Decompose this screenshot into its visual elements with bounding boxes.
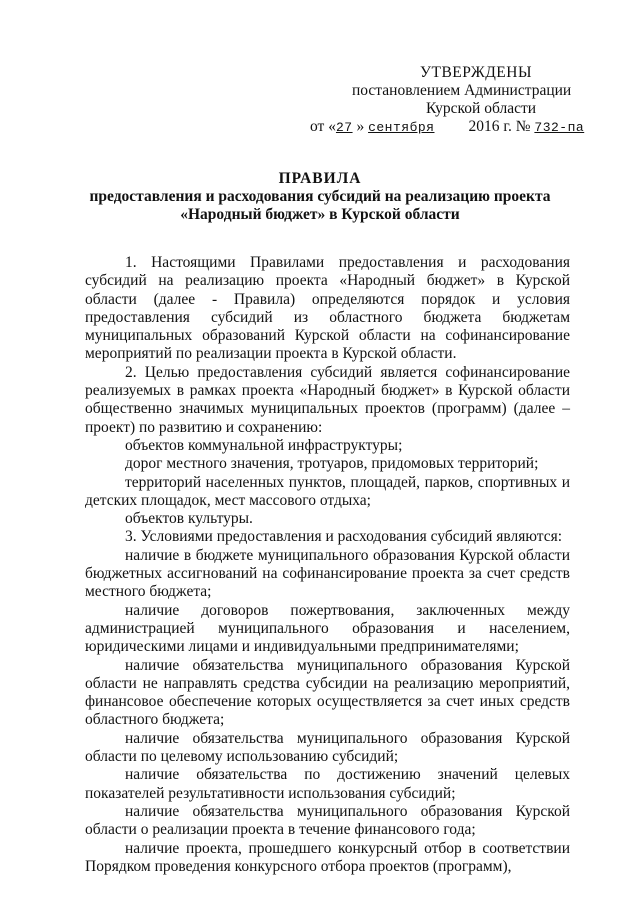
paragraph-12: наличие обязательства по достижению значений целевых показателей результативности использования субсидий; [85,766,570,802]
title-line-2: «Народный бюджет» в Курской области [180,206,460,223]
paragraph-8: наличие в бюджете муниципального образования Курской области бюджетных ассигнований на софинансирование проекта за счет средств местного бюджета; [85,546,570,601]
date-month: сентября [368,120,435,135]
title-line-1: предоставления и расходования субсидий на реализацию проекта [89,188,551,205]
paragraph-4: дорог местного значения, тротуаров, придомовых территорий; [125,455,539,473]
paragraph-2: 2. Целью предоставления субсидий является софинансирование реализуемых в рамках проекта «Народный бюджет» в Курской области общественно значимых муниципальных проектов (программ) (далее – проект) по развитию и сохранению: [85,363,570,436]
date-year-number-label: 2016 г. № [468,118,531,135]
paragraph-7: 3. Условиями предоставления и расходования субсидий являются: [125,528,563,546]
paragraph-3: объектов коммунальной инфраструктуры; [125,436,403,454]
approval-region-line: Курской области [426,100,537,117]
date-separator: » [352,118,369,135]
document-body [85,254,570,876]
decree-number: 732-па [534,120,585,135]
approval-heading: УТВЕРЖДЕНЫ [420,64,532,81]
paragraph-10: наличие обязательства муниципального образования Курской области не направлять средства субсидии на реализацию мероприятий, финансовое обеспечение которых осуществляется за счет иных средств областного бюджета; [85,656,570,729]
date-prefix: от « [310,118,336,135]
paragraph-5: территорий населенных пунктов, площадей, парков, спортивных и детских площадок, мест массового отдыха; [85,473,570,509]
paragraph-1: 1. Настоящими Правилами предоставления и расходования субсидий на реализацию проекта «Народный бюджет» в Курской области (далее - Правила) определяются порядок и условия предоставления субсидий из областного бюджета бюджетам муниципальных образований Курской области на софинансирование мероприятий по реализации проекта в Курской области. [85,254,570,363]
paragraph-11: наличие обязательства муниципального образования Курской области по целевому использованию субсидий; [85,729,570,766]
title-heading: ПРАВИЛА [278,170,362,187]
approval-stamp [300,64,600,137]
date-day: 27 [335,120,353,135]
document-title [0,170,640,224]
paragraph-13: наличие обязательства муниципального образования Курской области о реализации проекта в течение финансового года; [85,802,570,839]
paragraph-6: объектов культуры. [125,510,253,528]
approval-decree-line: постановлением Администрации [352,82,572,99]
paragraph-9: наличие договоров пожертвования, заключенных между администрацией муниципального образования и населением, юридическими лицами и индивидуальными предпринимателями; [85,601,570,656]
paragraph-14: наличие проекта, прошедшего конкурсный отбор в соответствии Порядком проведения конкурсного отбора проектов (программ), [85,839,570,875]
approval-date-line [300,118,600,137]
